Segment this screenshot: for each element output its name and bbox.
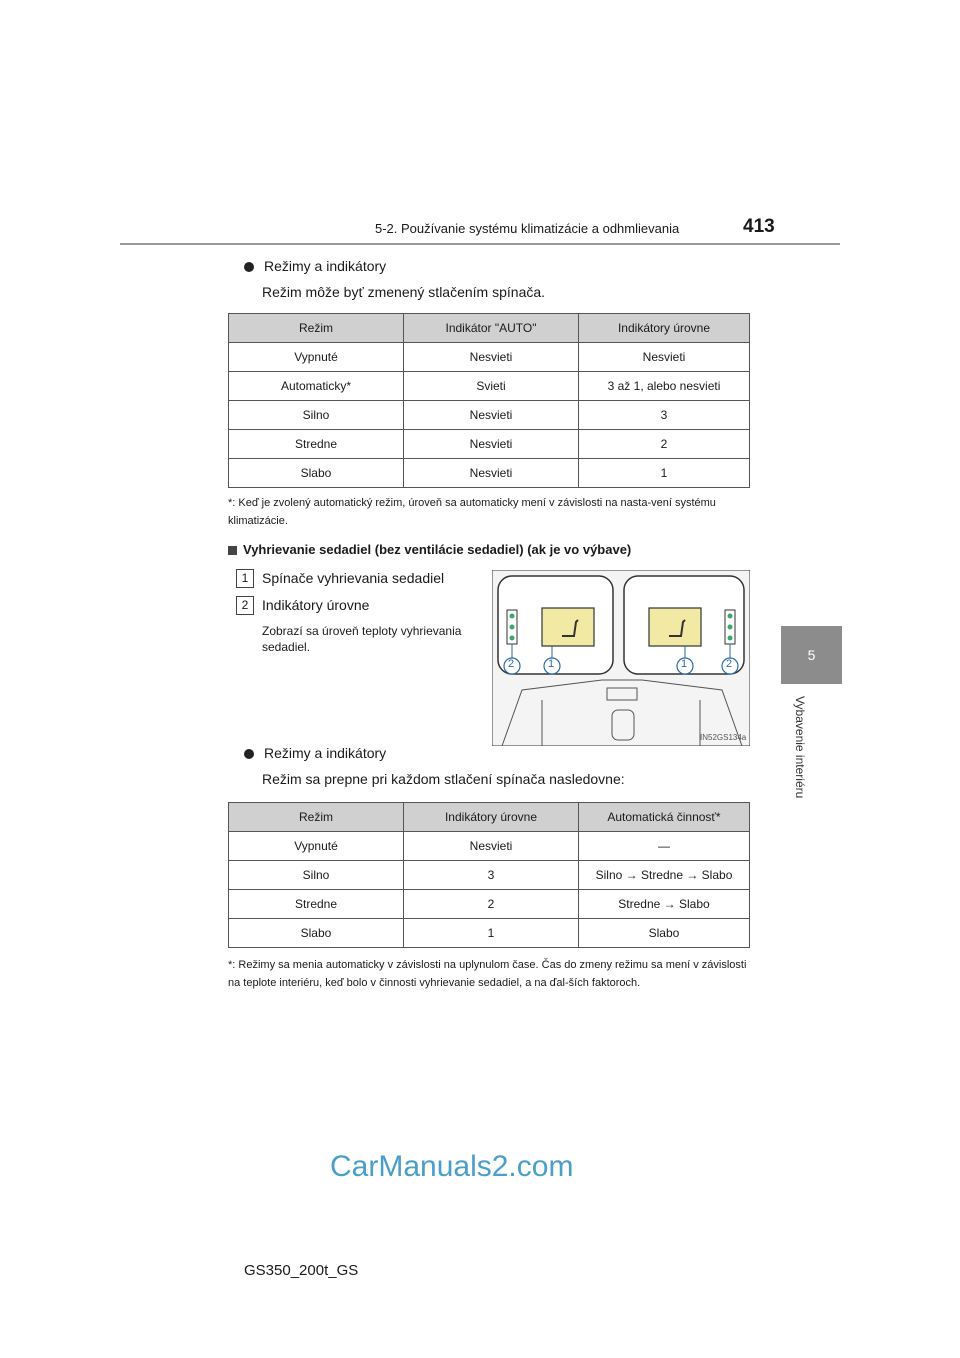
table-header-cell: Indikátor "AUTO"	[404, 314, 579, 343]
table-cell: Vypnuté	[229, 832, 404, 861]
table-header-cell: Režim	[229, 803, 404, 832]
table-cell: 1	[579, 459, 750, 488]
table-row	[229, 890, 750, 919]
footnote-text: Režimy sa menia automaticky v závislosti na uplynulom čase. Čas do zmeny režimu sa mení v závislosti na teplote interiéru, keď bolo v činnosti vyhrievanie sedadiel, a na ďal-ších faktoroch.	[228, 959, 747, 989]
bullet-label: Režimy a indikátory	[264, 258, 387, 274]
intro-text-2: Režim sa prepne pri každom stlačení spínača nasledovne:	[262, 771, 625, 787]
table-row	[229, 343, 750, 372]
chapter-title: Vybavenie interiéru	[793, 696, 807, 799]
footnote-mark: *:	[228, 959, 236, 971]
bullet-modes-2	[244, 745, 386, 761]
table-cell: Slabo	[229, 919, 404, 948]
table-cell: 3 až 1, alebo nesvieti	[579, 372, 750, 401]
footnote-2	[228, 956, 750, 992]
chapter-tab: 5	[781, 626, 842, 684]
heading-label: Vyhrievanie sedadiel (bez ventilácie sedadiel) (ak je vo výbave)	[243, 542, 632, 557]
model-footer: GS350_200t_GS	[244, 1262, 359, 1279]
callout-1: 2	[508, 658, 515, 670]
table-header-cell: Automatická činnosť*	[579, 803, 750, 832]
table-cell: Nesvieti	[404, 430, 579, 459]
table-cell: Stredne → Slabo	[579, 890, 750, 919]
item-number: 1	[236, 569, 254, 588]
bullet-dot	[244, 749, 254, 759]
bullet-label: Režimy a indikátory	[264, 745, 387, 761]
table-cell: 2	[579, 430, 750, 459]
table-cell: —	[579, 832, 750, 861]
table-cell: Nesvieti	[404, 401, 579, 430]
table-header-row	[229, 803, 750, 832]
table-cell: Silno	[229, 401, 404, 430]
footnote-1	[228, 494, 750, 530]
table-cell: Stredne	[229, 890, 404, 919]
bullet-dot	[244, 262, 254, 272]
table-cell: 2	[404, 890, 579, 919]
table-header-cell: Indikátory úrovne	[579, 314, 750, 343]
modes-table-1	[228, 313, 750, 488]
seat-heater-figure	[492, 570, 750, 746]
seat-heater-heading	[228, 542, 631, 557]
callout-3: 1	[681, 658, 688, 670]
table-row	[229, 919, 750, 948]
table-cell: Nesvieti	[404, 343, 579, 372]
table-row	[229, 832, 750, 861]
item-note: Zobrazí sa úroveň teploty vyhrievania sedadiel.	[262, 624, 462, 654]
table-cell: 1	[404, 919, 579, 948]
table-row	[229, 459, 750, 488]
table-cell: Nesvieti	[404, 832, 579, 861]
item-number: 2	[236, 596, 254, 615]
figure-code: IN52GS134a	[700, 733, 747, 742]
square-bullet-icon	[228, 546, 237, 555]
item-label: Spínače vyhrievania sedadiel	[262, 570, 445, 586]
table-row	[229, 372, 750, 401]
item-label: Indikátory úrovne	[262, 597, 370, 613]
table-cell: 3	[404, 861, 579, 890]
footnote-text: Keď je zvolený automatický režim, úroveň sa automaticky mení v závislosti na nasta-vení systému klimatizácie.	[228, 497, 716, 527]
table-cell: Silno → Stredne → Slabo	[579, 861, 750, 890]
callout-4: 2	[726, 658, 733, 670]
table-cell: Svieti	[404, 372, 579, 401]
table-header-cell: Režim	[229, 314, 404, 343]
table-cell: 3	[579, 401, 750, 430]
table-cell: Slabo	[229, 459, 404, 488]
table-cell: Nesvieti	[404, 459, 579, 488]
table-row	[229, 861, 750, 890]
footnote-mark: *:	[228, 497, 236, 509]
table-cell: Vypnuté	[229, 343, 404, 372]
bullet-modes-1	[244, 258, 386, 274]
header-divider	[120, 243, 840, 245]
callout-2: 1	[548, 658, 555, 670]
table-cell: Silno	[229, 861, 404, 890]
section-title: 5-2. Používanie systému klimatizácie a odhmlievania	[375, 221, 680, 236]
table-cell: Stredne	[229, 430, 404, 459]
table-cell: Automaticky*	[229, 372, 404, 401]
modes-table-2	[228, 802, 750, 948]
table-header-cell: Indikátory úrovne	[404, 803, 579, 832]
table-header-row	[229, 314, 750, 343]
table-row	[229, 430, 750, 459]
intro-text-1: Režim môže byť zmenený stlačením spínača.	[262, 284, 546, 300]
table-cell: Nesvieti	[579, 343, 750, 372]
table-cell: Slabo	[579, 919, 750, 948]
page-number: 413	[743, 216, 775, 237]
watermark: CarManuals2.com	[330, 1150, 574, 1183]
table-row	[229, 401, 750, 430]
